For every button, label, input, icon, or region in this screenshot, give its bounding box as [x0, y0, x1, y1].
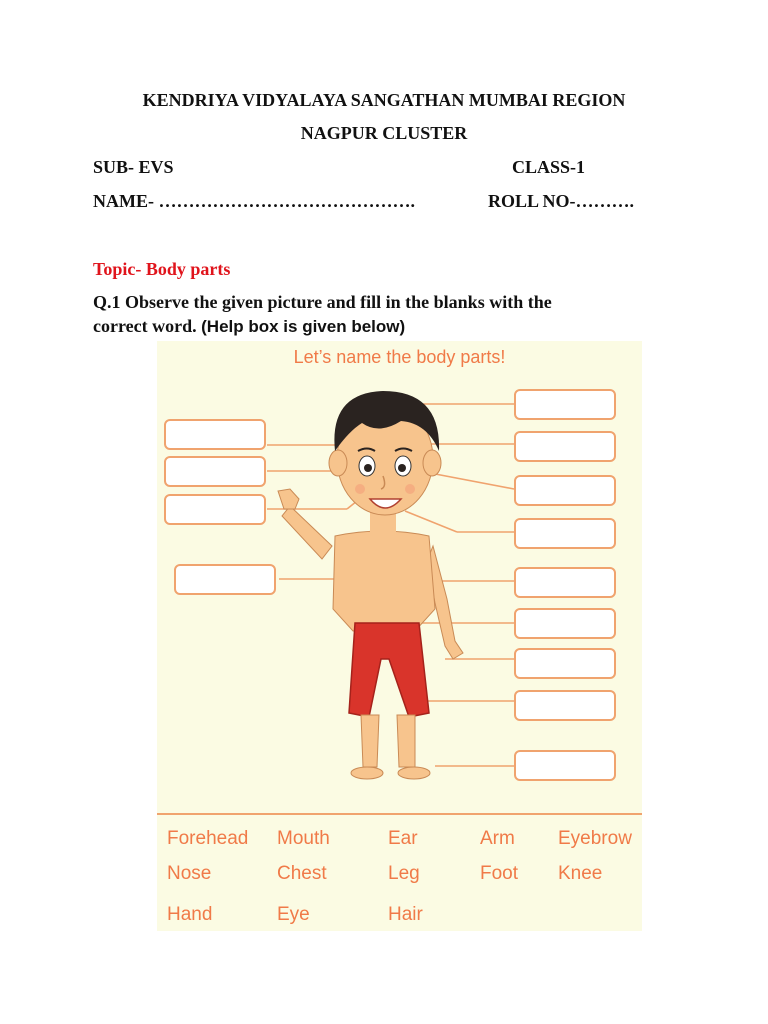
question-line-2 — [93, 316, 405, 337]
answer-box-right-2[interactable] — [514, 431, 616, 462]
answer-box-right-6[interactable] — [514, 608, 616, 639]
answer-box-right-1[interactable] — [514, 389, 616, 420]
help-word-ear: Ear — [388, 828, 418, 849]
worksheet-title: Let’s name the body parts! — [293, 347, 506, 367]
help-word-nose: Nose — [167, 863, 212, 884]
right-foot — [398, 767, 430, 779]
school-title: KENDRIYA VIDYALAYA SANGATHAN MUMBAI REGION — [142, 90, 626, 110]
help-word-foot: Foot — [480, 863, 519, 884]
left-pupil — [364, 464, 372, 472]
right-ear — [423, 450, 441, 476]
help-word-mouth: Mouth — [277, 828, 330, 849]
answer-box-left-3[interactable] — [164, 494, 266, 525]
answer-box-left-4[interactable] — [174, 564, 276, 595]
boy-body — [278, 391, 463, 779]
answer-box-right-3[interactable] — [514, 475, 616, 506]
question-line-2a: correct word. — [93, 316, 202, 336]
help-word-hand: Hand — [167, 904, 213, 925]
left-ear — [329, 450, 347, 476]
right-cheek — [405, 484, 415, 494]
help-word-eye: Eye — [277, 904, 310, 925]
right-leg — [397, 715, 415, 767]
waving-hand — [278, 489, 299, 509]
left-cheek — [355, 484, 365, 494]
answer-box-left-1[interactable] — [164, 419, 266, 450]
answer-box-right-9[interactable] — [514, 750, 616, 781]
help-word-chest: Chest — [277, 863, 327, 884]
help-word-hair: Hair — [388, 904, 423, 925]
left-foot — [351, 767, 383, 779]
class-label: CLASS-1 — [512, 157, 586, 177]
topic-heading: Topic- Body parts — [93, 259, 231, 279]
help-word-knee: Knee — [558, 863, 603, 884]
torso — [333, 531, 435, 631]
answer-box-left-2[interactable] — [164, 456, 266, 487]
right-pupil — [398, 464, 406, 472]
answer-box-right-4[interactable] — [514, 518, 616, 549]
cluster-title: NAGPUR CLUSTER — [300, 123, 468, 143]
help-box-note: (Help box is given below) — [201, 317, 406, 336]
help-word-forehead: Forehead — [167, 828, 249, 849]
raised-arm — [282, 506, 332, 559]
question-line-1: Q.1 Observe the given picture and fill in the blanks with the — [93, 292, 552, 312]
red-shorts — [349, 623, 429, 717]
leader-mouth-a — [405, 511, 457, 532]
roll-field: ROLL NO-………. — [488, 191, 635, 211]
help-word-arm: Arm — [480, 828, 515, 849]
answer-box-right-7[interactable] — [514, 648, 616, 679]
help-box-divider — [157, 813, 642, 815]
answer-box-right-5[interactable] — [514, 567, 616, 598]
left-leg — [361, 715, 379, 767]
answer-box-right-8[interactable] — [514, 690, 616, 721]
help-word-eyebrow: Eyebrow — [558, 828, 632, 849]
name-field: NAME- ……………………………………. — [93, 191, 415, 211]
help-word-leg: Leg — [388, 863, 420, 884]
body-parts-worksheet — [157, 341, 642, 931]
subject-label: SUB- EVS — [93, 157, 174, 177]
